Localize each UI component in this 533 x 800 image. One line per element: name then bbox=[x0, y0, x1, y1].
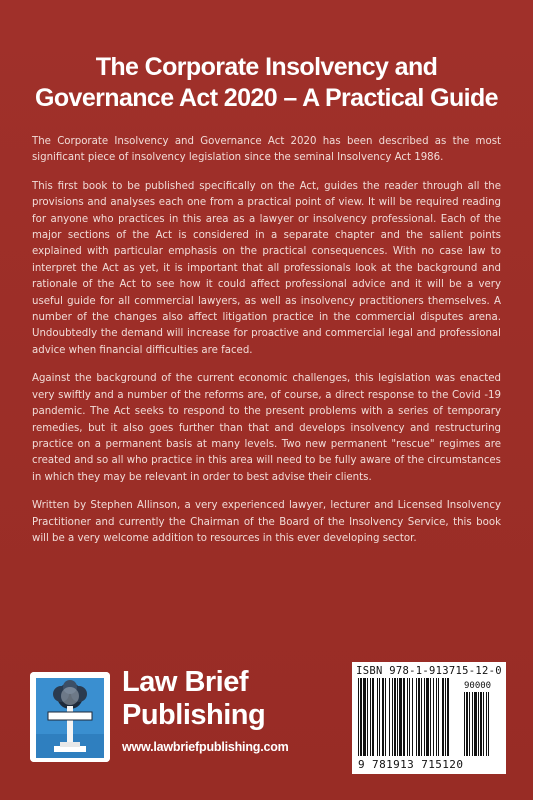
blurb-paragraph-4: Written by Stephen Allinson, a very experienced lawyer, lecturer and Licensed Insolvency Practitioner and currently the Chairman of the Board of the Insolvency Service, this book will be a very welcome addition to resources in this ever developing sector. bbox=[32, 500, 501, 544]
publisher-name-line-1: Law Brief bbox=[122, 666, 249, 698]
barcode-bars bbox=[356, 678, 502, 758]
tree-signpost-logo-icon bbox=[30, 672, 110, 762]
blurb-paragraph-1: The Corporate Insolvency and Governance Act 2020 has been described as the most significant piece of insolvency legislation since the seminal Insolvency Act 1986. bbox=[32, 136, 501, 164]
isbn-label bbox=[352, 665, 506, 677]
title-line-2: Governance Act 2020 – A Practical Guide bbox=[35, 84, 498, 112]
title-line-1: The Corporate Insolvency and bbox=[95, 53, 438, 81]
book-title bbox=[20, 52, 513, 114]
price-code: 90000 bbox=[464, 681, 492, 691]
publisher-url: www.lawbriefpublishing.com bbox=[122, 740, 289, 754]
publisher-name-line-2: Publishing bbox=[122, 699, 266, 731]
publisher-name bbox=[122, 666, 265, 732]
blurb-paragraph-2: This first book to be published specifically on the Act, guides the reader through all the provisions and analyses each one from a practical point of view. It will be required reading for anyone who practices in this area as a lawyer or insolvency professional. Each of the major sections of the Act is considered in a separate chapter and the salient points explained with particular emphasis on the practical consequences. With no case law to interpret the Act as yet, it is important that all professionals look at the background and rationale of the Act to see how it could affect professional advice and it will be a very useful guide for all commercial lawyers, as well as insolvency practitioners themselves. A number of the changes also affect litigation practice in the commercial disputes arena. Undoubtedly the demand will increase for proactive and commercial legal and professional advice when financial difficulties are faced. bbox=[32, 180, 501, 356]
blurb-paragraph-3: Against the background of the current economic challenges, this legislation was enacted very swiftly and a number of the reforms are, of course, a direct response to the Covid -19 pandemic. The Act seeks to respond to the present problems with a series of temporary remedies, but it also goes further than that and develops insolvency and restructuring practice on a permanent basis at many levels. Two new permanent "rescue" regimes are created and so all who practice in this area will need to be fully aware of the circumstances in which they may be relevant in order to best advise their clients. bbox=[32, 373, 501, 483]
blurb bbox=[32, 134, 501, 559]
barcode-digits: 9 781913 715120 bbox=[358, 758, 464, 771]
isbn-barcode bbox=[352, 662, 506, 774]
isbn-text: ISBN 978-1-913715-12-0 bbox=[356, 665, 502, 677]
publisher-block bbox=[30, 668, 340, 768]
